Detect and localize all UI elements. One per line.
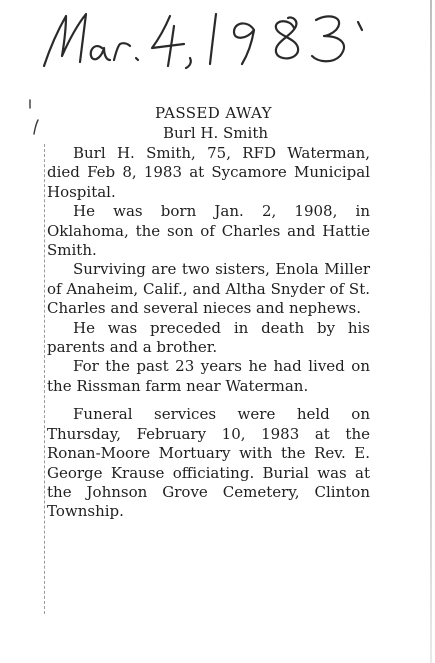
paragraph-survivors: [47, 260, 370, 318]
handwritten-date: [40, 8, 370, 70]
paragraph-text: Surviving are two sisters, Enola Miller of Anaheim, Calif., and Altha Snyder of St. Charles and several nieces and nephews.: [47, 260, 370, 318]
clipping-cut-edge: [44, 144, 46, 614]
paragraph-death: [47, 144, 370, 202]
paragraph-text: For the past 23 years he had lived on the Rissman farm near Waterman.: [47, 357, 370, 395]
paragraph-gap: [47, 396, 370, 405]
margin-marks: [26, 98, 40, 138]
scan-edge-shadow: [430, 0, 432, 663]
paragraph-text: He was preceded in death by his parents and a brother.: [47, 318, 370, 357]
paragraph-residence: [47, 357, 370, 396]
article-headline: PASSED AWAY: [154, 104, 272, 122]
article-subject-name: Burl H. Smith: [162, 124, 269, 142]
paragraph-birth: [47, 202, 370, 260]
paragraph-text: Burl H. Smith, 75, RFD Waterman, died Feb 8, 1983 at Sycamore Municipal Hospital.: [47, 144, 370, 201]
paragraph-funeral: [47, 405, 370, 521]
paragraph-preceded: [47, 319, 370, 358]
obituary-article: [47, 104, 370, 522]
handwritten-date-drawing: [40, 8, 370, 70]
paragraph-text: He was born Jan. 2, 1908, in Oklahoma, the son of Charles and Hattie Smith.: [47, 202, 370, 260]
paragraph-text: Funeral services were held on Thursday, February 10, 1983 at the Ronan-Moore Mortuary with the Rev. E. George Krause officiating. Burial was at the Johnson Grove Cemetery, Clinton Township.: [47, 405, 370, 521]
